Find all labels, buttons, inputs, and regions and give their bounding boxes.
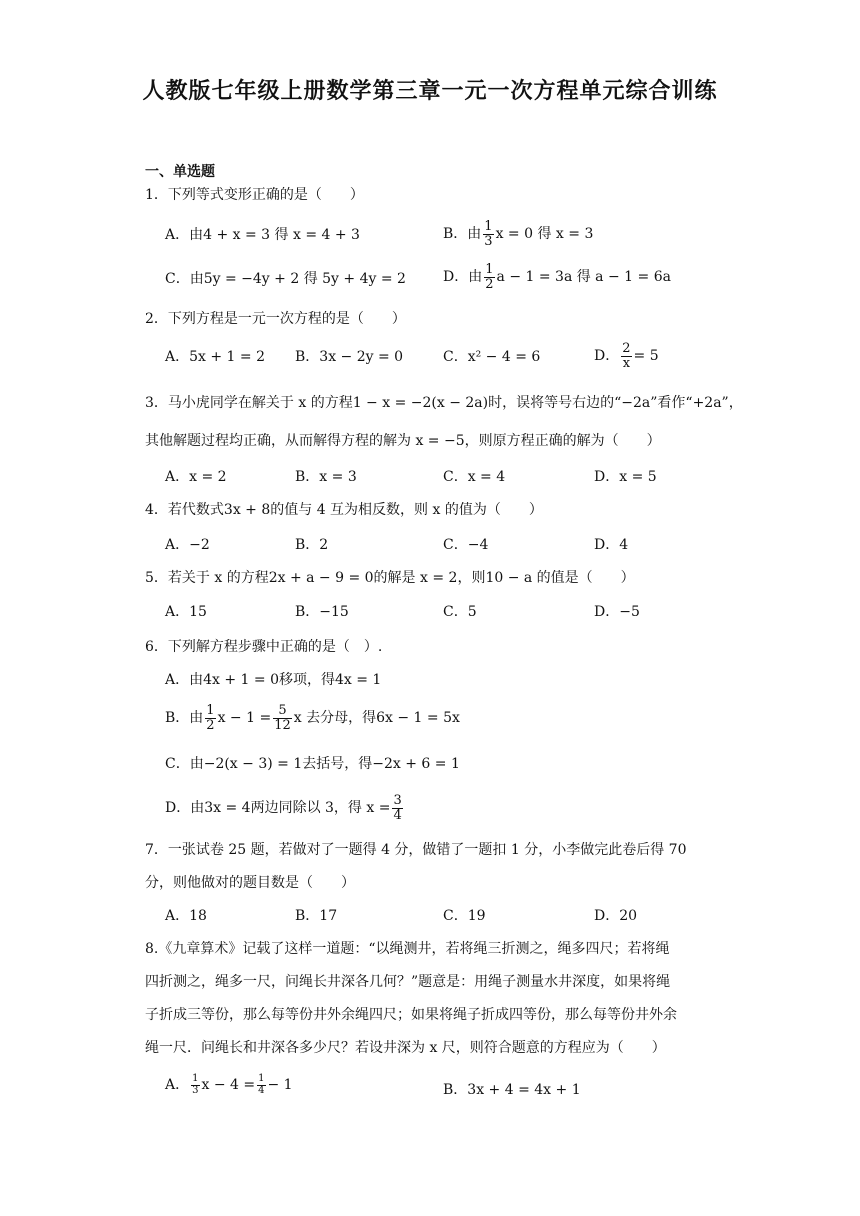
question-3-option-d: D．x = 5 [594,469,657,485]
question-7-option-c: C．19 [443,908,486,924]
question-3-option-a: A．x = 2 [165,469,227,485]
fraction [483,220,493,248]
fraction-numerator: 5 [273,704,292,719]
question-8-stem-line-1: 8.《九章算术》记载了这样一道题：“以绳测井，若将绳三折测之，绳多四尺；若将绳 [145,941,670,957]
question-8-option-b: B．3x + 4 = 4x + 1 [443,1082,581,1098]
option-b-suffix: x = 0 得 x = 3 [495,226,594,243]
question-5-option-a: A．15 [165,604,207,620]
question-2-option-d [594,342,659,370]
fraction-denominator: 12 [274,717,291,733]
page-title: 人教版七年级上册数学第三章一元一次方程单元综合训练 [142,78,718,104]
fraction-denominator: 3 [192,1084,199,1096]
fraction-numerator: 2 [622,341,631,356]
option-b-prefix: B．由 [443,226,482,243]
question-7-stem-line-2: 分，则他做对的题目数是（ ） [145,875,355,891]
question-8-stem-line-4: 绳一尺．问绳长和井深各多少尺？若设井深为 x 尺，则符合题意的方程应为（ ） [145,1040,666,1056]
fraction-denominator: 4 [258,1084,265,1096]
question-5-option-c: C．5 [443,604,477,620]
question-7-option-b: B．17 [295,908,338,924]
fraction [191,1074,199,1096]
option-b-suffix: x 去分母，得6x − 1 = 5x [293,710,460,727]
question-4-option-d: D．4 [594,537,629,553]
question-7-option-d: D．20 [594,908,638,924]
question-6-option-d [165,794,405,822]
fraction [205,704,215,732]
question-8-option-a [165,1074,293,1096]
fraction [621,342,631,370]
question-7-stem-line-1: 7．一张试卷 25 题，若做对了一题得 4 分，做错了一题扣 1 分，小李做完此卷后得 70 [145,842,687,858]
fraction-numerator: 1 [206,703,215,718]
fraction-denominator: 3 [484,233,493,249]
question-6-option-b [165,704,460,732]
question-8-stem-line-2: 四折测之，绳多一尺，问绳长井深各几何？”题意是：用绳子测量水井深度，如果将绳 [145,974,671,990]
question-4-option-b: B．2 [295,537,329,553]
option-d-suffix: a − 1 = 3a 得 a − 1 = 6a [496,269,671,286]
question-8-stem-line-3: 子折成三等份，那么每等份井外余绳四尺；如果将绳子折成四等份，那么每等份井外余 [145,1007,677,1023]
question-5-stem: 5．若关于 x 的方程2x + a − 9 = 0的解是 x = 2，则10 − a 的值是（ ） [145,570,635,586]
fraction-denominator: 2 [206,717,215,733]
question-1-option-d [443,263,671,291]
option-d-suffix: = 5 [633,348,659,365]
question-1-option-a: A．由4 + x = 3 得 x = 4 + 3 [165,227,360,243]
fraction [484,263,494,291]
option-b-prefix: B．由 [165,710,204,727]
fraction-denominator: 4 [393,807,402,823]
question-2-option-b: B．3x − 2y = 0 [295,349,404,365]
fraction-numerator: 3 [393,793,402,808]
fraction [273,704,292,732]
option-d-prefix: D．由 [443,269,483,286]
question-3-option-b: B．x = 3 [295,469,357,485]
question-6-option-a: A．由4x + 1 = 0移项，得4x = 1 [165,672,382,688]
question-4-stem: 4．若代数式3x + 8的值与 4 互为相反数，则 x 的值为（ ） [145,502,543,518]
fraction-numerator: 1 [484,219,493,234]
question-4-option-a: A．−2 [165,537,210,553]
question-3-option-c: C．x = 4 [443,469,506,485]
fraction [257,1074,265,1096]
fraction-denominator: 2 [485,276,494,292]
option-a-middle: x − 4 = [201,1077,256,1093]
question-5-option-d: D．−5 [594,604,640,620]
question-2-stem: 2．下列方程是一元一次方程的是（ ） [145,311,406,327]
option-a-suffix: − 1 [267,1077,293,1093]
option-b-middle: x − 1 = [217,710,272,727]
question-5-option-b: B．−15 [295,604,349,620]
question-2-option-c: C．x² − 4 = 6 [443,349,541,365]
question-3-stem-line-2: 其他解题过程均正确，从而解得方程的解为 x = −5，则原方程正确的解为（ ） [145,433,661,449]
section-heading: 一、单选题 [145,164,215,180]
question-1-option-b [443,220,593,248]
fraction-denominator: x [622,355,631,371]
option-d-prefix: D．由3x = 4两边同除以 3，得 x = [165,800,391,817]
question-6-option-c: C．由−2(x − 3) = 1去括号，得−2x + 6 = 1 [165,756,460,772]
question-1-stem: 1．下列等式变形正确的是（ ） [145,187,364,203]
fraction [392,794,402,822]
option-a-prefix: A． [165,1077,190,1093]
question-1-option-c: C．由5y = −4y + 2 得 5y + 4y = 2 [165,271,406,287]
fraction-numerator: 1 [192,1073,199,1084]
option-d-prefix: D． [594,348,620,365]
question-6-stem: 6．下列解方程步骤中正确的是（ ）. [145,639,383,655]
fraction-numerator: 1 [485,262,494,277]
question-2-option-a: A．5x + 1 = 2 [165,349,265,365]
fraction-numerator: 1 [258,1073,265,1084]
question-3-stem-line-1: 3．马小虎同学在解关于 x 的方程1 − x = −2(x − 2a)时，误将等号右边的“−2a”看作“+2a”， [145,395,743,411]
question-4-option-c: C．−4 [443,537,489,553]
question-7-option-a: A．18 [165,908,207,924]
